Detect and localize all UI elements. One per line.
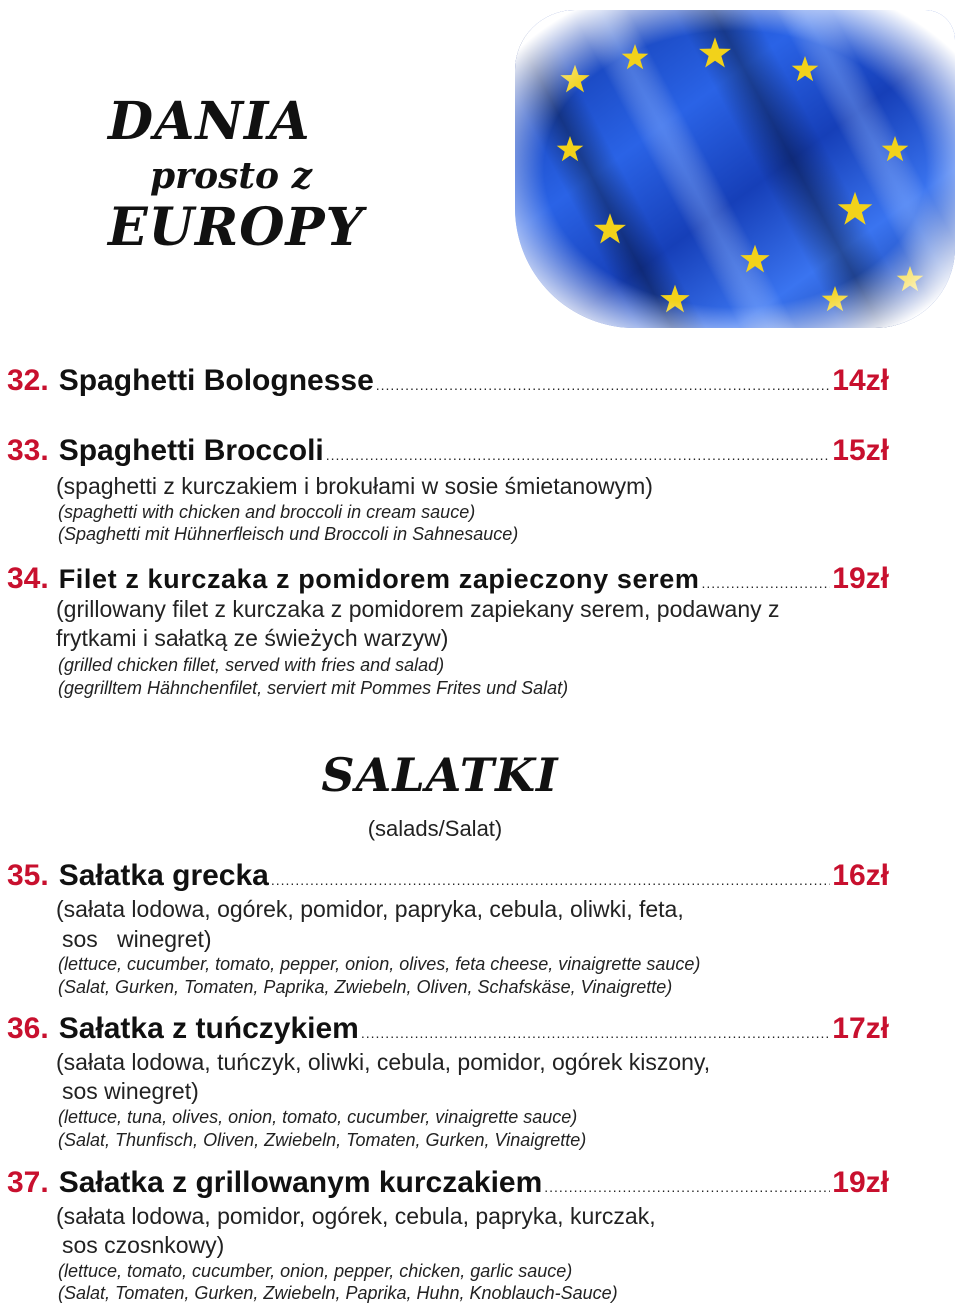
- item-price: 14zł: [832, 364, 889, 397]
- item-description-de: (Spaghetti mit Hühnerfleisch und Broccoli in Sahnesauce): [58, 524, 519, 544]
- section-subtitle-salads: (salads/Salat): [367, 816, 503, 841]
- item-name: Sałatka grecka: [58, 859, 269, 892]
- dot-leader: [701, 576, 830, 590]
- menu-item-header: [7, 436, 889, 466]
- item-description-pl-line-2: sos winegret): [62, 1078, 199, 1104]
- item-name: Spaghetti Broccoli: [58, 434, 324, 467]
- menu-title-line-3: EUROPY: [108, 197, 364, 258]
- menu-item-header: [7, 1168, 889, 1198]
- item-number: 33.: [7, 434, 49, 467]
- eu-flag-image: [515, 10, 955, 328]
- menu-item-header: [7, 861, 889, 891]
- item-description-en: (lettuce, tomato, cucumber, onion, pepper, chicken, garlic sauce): [58, 1261, 573, 1281]
- item-name: Sałatka z tuńczykiem: [58, 1012, 359, 1045]
- menu-title: [108, 91, 364, 258]
- eu-flag-graphic: [515, 10, 955, 328]
- item-name: Filet z kurczaka z pomidorem zapieczony serem: [58, 564, 700, 594]
- item-description-pl-line-1: (sałata lodowa, pomidor, ogórek, cebula, papryka, kurczak,: [56, 1203, 656, 1229]
- menu-item-header: [7, 564, 889, 594]
- item-name: Sałatka z grillowanym kurczakiem: [58, 1166, 543, 1199]
- item-number: 36.: [7, 1012, 49, 1045]
- item-description-de: (gegrilltem Hähnchenfilet, serviert mit Pommes Frites und Salat): [58, 678, 569, 698]
- menu-title-line-2: prosto z: [150, 155, 313, 197]
- item-description-de: (Salat, Tomaten, Gurken, Zwiebeln, Paprika, Huhn, Knoblauch-Sauce): [58, 1283, 618, 1303]
- dot-leader: [271, 873, 830, 887]
- item-description-pl-line-1: (sałata lodowa, tuńczyk, oliwki, cebula, pomidor, ogórek kiszony,: [56, 1049, 711, 1075]
- item-description-en: (lettuce, tuna, olives, onion, tomato, cucumber, vinaigrette sauce): [58, 1107, 578, 1127]
- item-description-en: (spaghetti with chicken and broccoli in cream sauce): [58, 502, 476, 522]
- item-description-pl-line-2: sos czosnkowy): [62, 1232, 225, 1258]
- item-number: 37.: [7, 1166, 49, 1199]
- menu-title-line-1: DANIA: [108, 91, 311, 152]
- dot-leader: [376, 378, 831, 392]
- item-description-pl-line-1: (grillowany filet z kurczaka z pomidorem zapiekany serem, podawany z: [56, 596, 780, 622]
- item-description-pl-line-1: (sałata lodowa, ogórek, pomidor, papryka, cebula, oliwki, feta,: [56, 896, 684, 922]
- section-title-salads: SALATKI: [321, 748, 559, 802]
- dot-leader: [544, 1180, 830, 1194]
- dot-leader: [361, 1026, 830, 1040]
- item-price: 17zł: [832, 1012, 889, 1045]
- item-number: 35.: [7, 859, 49, 892]
- item-number: 32.: [7, 364, 49, 397]
- item-number: 34.: [7, 562, 49, 595]
- item-description-pl-line-2: frytkami i sałatką ze świeżych warzyw): [56, 625, 449, 651]
- item-description-pl-line-2: sos winegret): [62, 926, 212, 952]
- item-description-de: (Salat, Thunfisch, Oliven, Zwiebeln, Tomaten, Gurken, Vinaigrette): [58, 1130, 587, 1150]
- item-description-en: (lettuce, cucumber, tomato, pepper, onion, olives, feta cheese, vinaigrette sauce): [58, 954, 701, 974]
- item-description-en: (grilled chicken fillet, served with fries and salad): [58, 655, 445, 675]
- menu-item-header: [7, 1014, 889, 1044]
- item-description-pl: (spaghetti z kurczakiem i brokułami w sosie śmietanowym): [56, 473, 653, 499]
- item-price: 19zł: [832, 1166, 889, 1199]
- item-description-de: (Salat, Gurken, Tomaten, Paprika, Zwiebeln, Oliven, Schafskäse, Vinaigrette): [58, 977, 673, 997]
- item-price: 16zł: [832, 859, 889, 892]
- item-price: 19zł: [832, 562, 889, 595]
- item-price: 15zł: [832, 434, 889, 467]
- menu-item-header: [7, 366, 889, 396]
- dot-leader: [326, 448, 831, 462]
- item-name: Spaghetti Bolognesse: [58, 364, 374, 397]
